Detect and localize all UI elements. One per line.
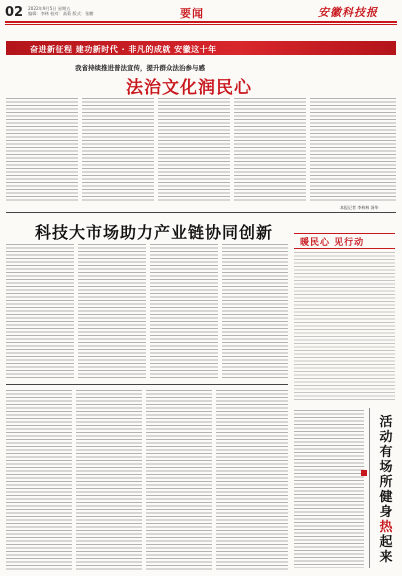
editor-line: 编辑：李林 校对：高菊 版式：张鹏 [28,11,94,16]
second-article-title: 科技大市场助力产业链协同创新 [35,223,274,242]
newspaper-logo: 安徽科技报 [318,6,378,19]
vertical-title-line-3: 热 [379,520,393,535]
side-article-vertical-title [374,415,398,565]
edition-meta [28,6,93,16]
second-article-body-col-2 [78,244,146,379]
side-article-body [294,410,364,568]
second-article-body-col-3 [150,244,218,379]
lower-article-body-col-1 [6,390,72,570]
top-article-subtitle: 我省持续推进普法宣传，提升群众法治参与感 [75,64,205,72]
second-article-body-col-4 [222,244,288,379]
title-bullet-icon [361,470,367,476]
series-banner-text: 奋进新征程 建功新时代 · 非凡的成就 安徽这十年 [30,45,217,54]
lower-article-body-col-2 [76,390,142,570]
top-article-body-col-2 [82,98,154,202]
section-divider [6,212,396,213]
vertical-title-line-4: 起 来 [379,535,393,565]
top-article-body-col-5 [310,98,396,202]
section-name: 要闻 [180,7,204,20]
second-article-body-col-1 [6,244,74,379]
side-box-heading: 暖民心 见行动 [300,238,365,248]
header-rule [5,21,397,23]
side-box-body [294,252,395,402]
page-number: 02 [5,5,24,20]
top-article-body-col-3 [158,98,230,202]
date-line: 2022年9月5日 星期五 [28,6,71,11]
lower-article-body-col-3 [146,390,212,570]
top-article-body-col-4 [234,98,306,202]
top-article-body-col-1 [6,98,78,202]
vertical-title-line-2: 健 身 [379,490,393,520]
vertical-title-line-1: 活 动 有 场 所 [379,415,393,490]
top-article-byline: 本报记者 李林林 汤华 [340,205,379,210]
header-rule-thin [5,24,397,25]
side-column-separator [369,408,370,568]
lower-divider [6,384,288,385]
lower-article-body-col-4 [216,390,288,570]
top-article-title: 法治文化润民心 [126,78,252,98]
